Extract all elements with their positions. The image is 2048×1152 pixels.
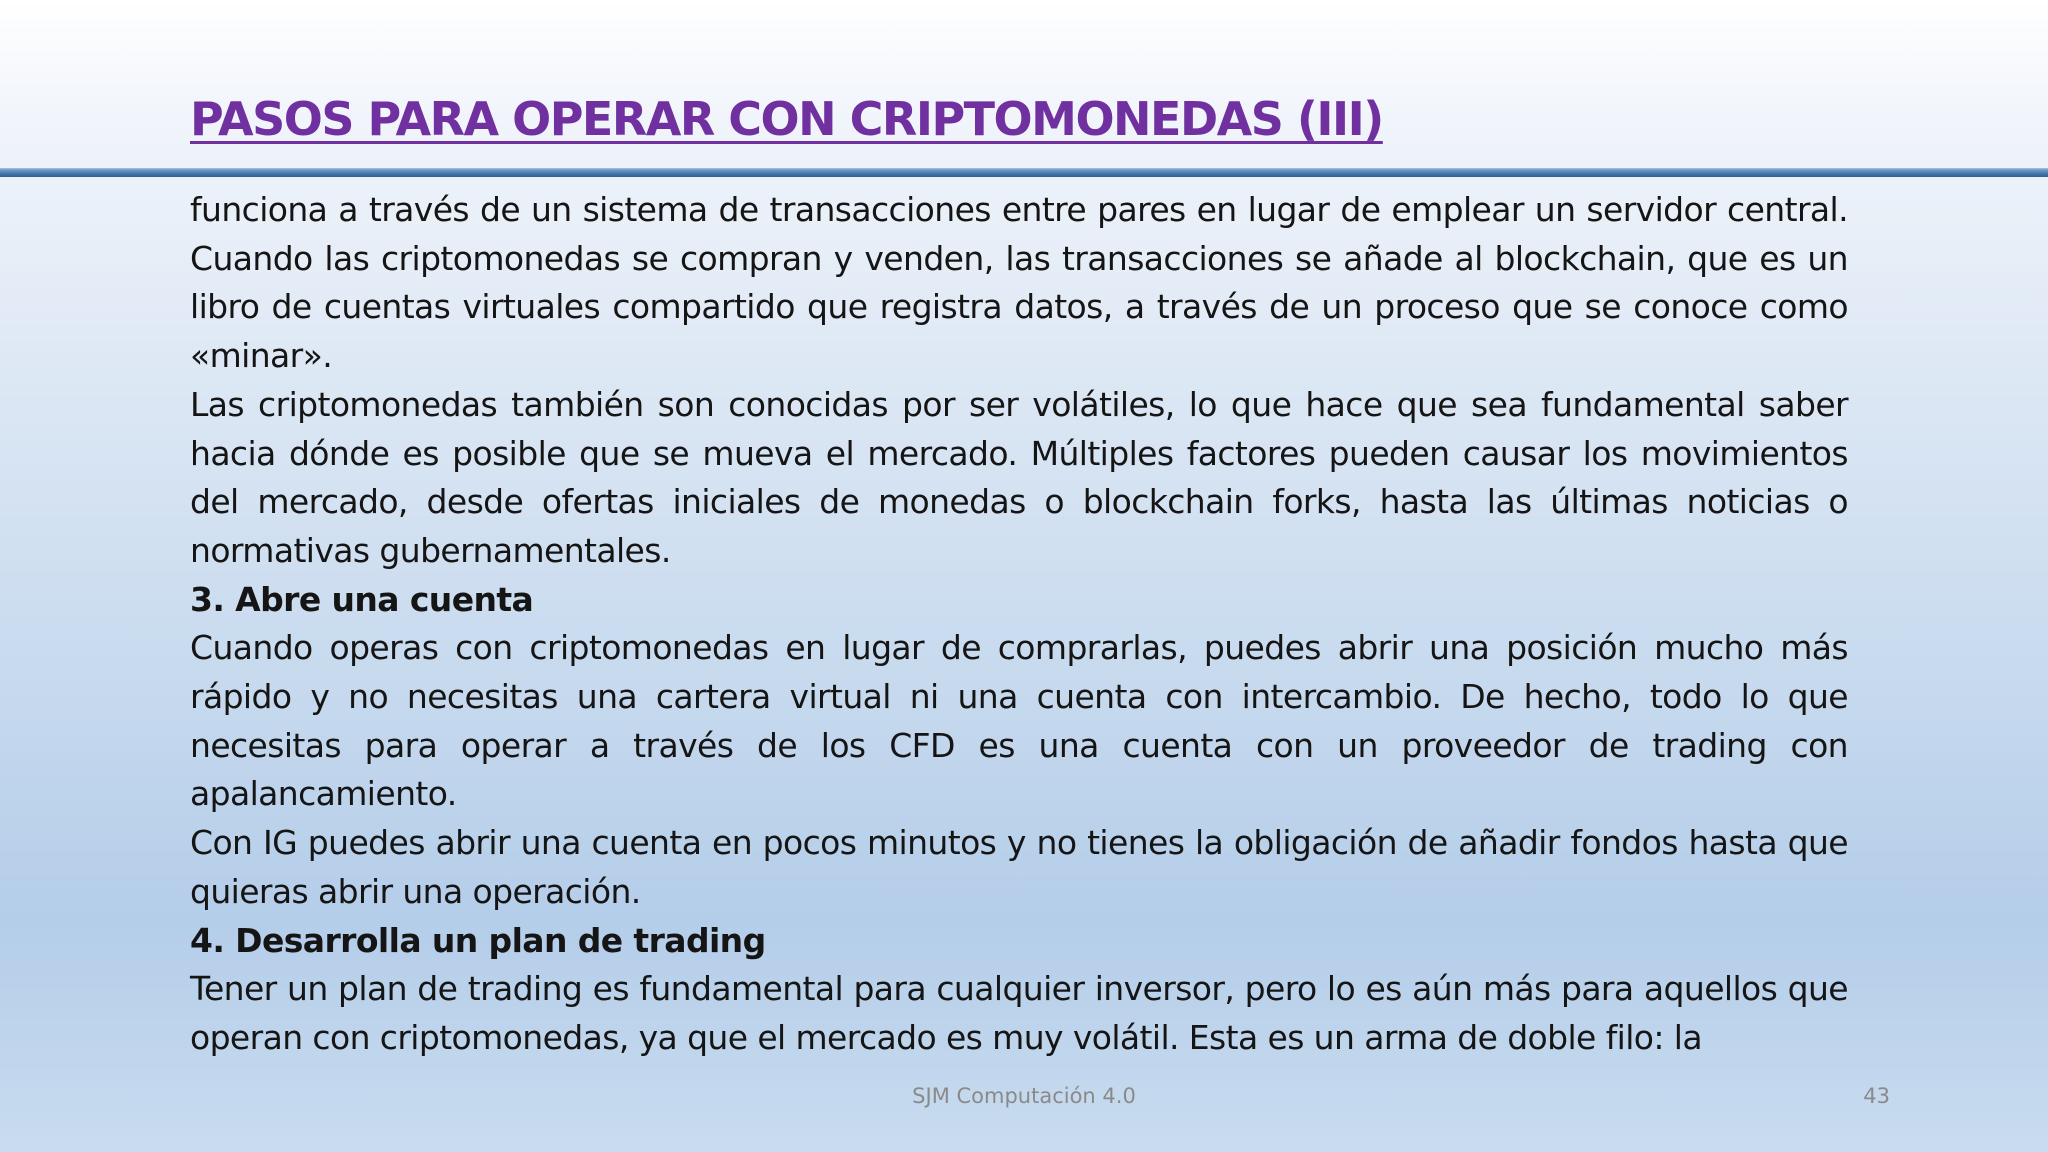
paragraph-ig-account: Con IG puedes abrir una cuenta en pocos minutos y no tienes la obligación de añadir fondos hasta que quieras abrir una operación. xyxy=(190,823,1848,911)
section-heading-open-account: 3. Abre una cuenta xyxy=(190,579,534,619)
slide-footer: SJM Computación 4.0 xyxy=(912,1084,1136,1108)
slide-body xyxy=(190,186,1848,1063)
paragraph-open-account: Cuando operas con criptomonedas en lugar de comprarlas, puedes abrir una posición mucho más rápido y no necesitas una cartera virtual ni una cuenta con intercambio. De hecho, todo lo que necesitas para operar a través de los CFD es una cuenta con un proveedor de trading con apalancamiento. xyxy=(190,628,1848,814)
paragraph-volatility: Las criptomonedas también son conocidas por ser volátiles, lo que hace que sea fundamental saber hacia dónde es posible que se mueva el mercado. Múltiples factores pueden causar los movimientos del mercado, desde ofertas iniciales de monedas o blockchain forks, hasta las últimas noticias o normativas gubernamentales. xyxy=(190,384,1848,570)
slide-title: PASOS PARA OPERAR CON CRIPTOMONEDAS (III) xyxy=(190,92,1383,146)
paragraph-blockchain: funciona a través de un sistema de transacciones entre pares en lugar de emplear un servidor central. Cuando las criptomonedas se compran y venden, las transacciones se añade al blockchain, que es un libro de cuentas virtuales compartido que registra datos, a través de un proceso que se conoce como «minar». xyxy=(190,190,1848,376)
title-divider xyxy=(0,168,2048,177)
section-heading-trading-plan: 4. Desarrolla un plan de trading xyxy=(190,920,766,960)
paragraph-trading-plan: Tener un plan de trading es fundamental para cualquier inversor, pero lo es aún más para aquellos que operan con criptomonedas, ya que el mercado es muy volátil. Esta es un arma de doble filo: la xyxy=(190,969,1848,1057)
page-number: 43 xyxy=(1863,1084,1890,1108)
